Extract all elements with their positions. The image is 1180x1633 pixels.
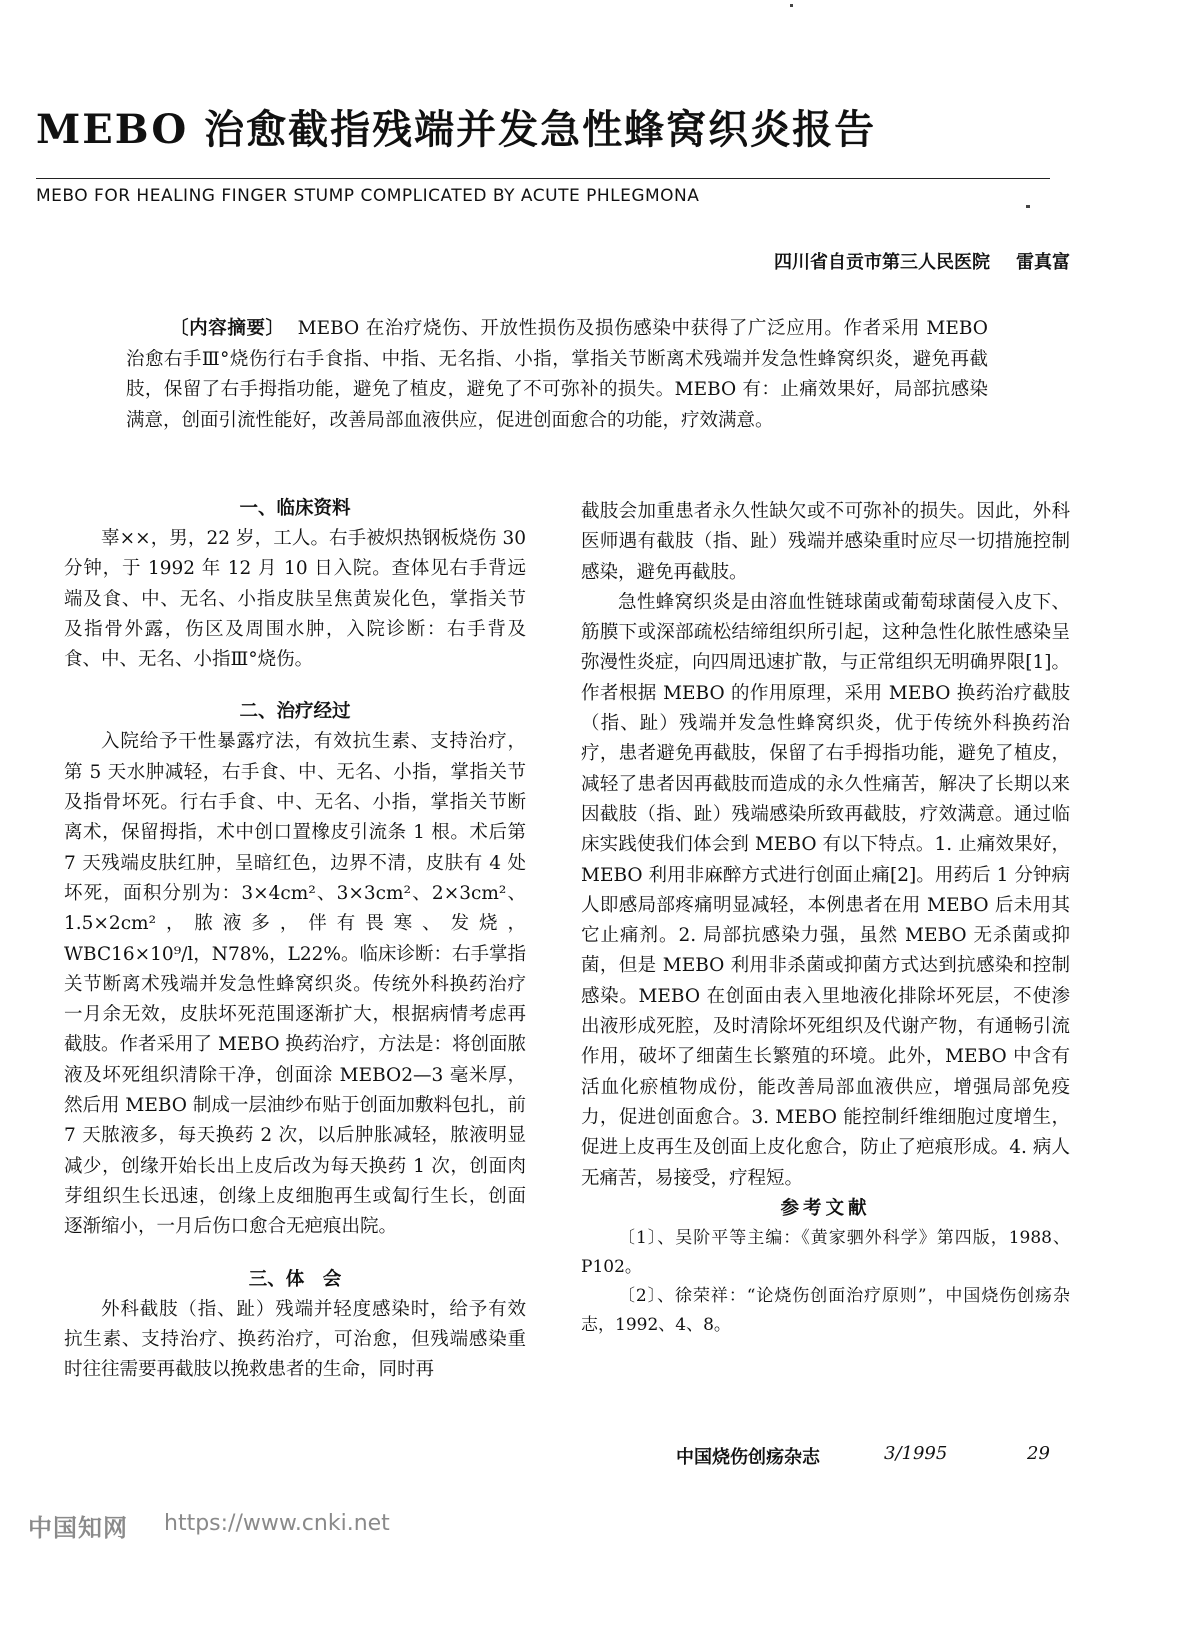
- section-heading-discussion: 三、体 会: [248, 1268, 342, 1290]
- right-column: [581, 497, 1070, 1340]
- section-paragraph: 外科截肢（指、趾）残端并轻度感染时，给予有效抗生素、支持治疗、换药治疗，可治愈，但残端感染重时往往需要再截肢以挽救患者的生命，同时再: [64, 1298, 526, 1381]
- scan-speck: [790, 4, 793, 7]
- paper-title: MEBO 治愈截指残端并发急性蜂窝织炎报告: [36, 106, 877, 153]
- abstract: [126, 314, 988, 436]
- section-paragraph: 截肢会加重患者永久性缺欠或不可弥补的损失。因此，外科医师遇有截肢（指、趾）残端并感染重时应尽一切措施控制感染，避免再截肢。: [581, 501, 1070, 583]
- section-heading-clinical: 一、临床资料: [239, 498, 351, 519]
- watermark-logo: 中国知网: [28, 1514, 128, 1542]
- title-divider: [36, 178, 1050, 179]
- watermark-url[interactable]: https://www.cnki.net: [164, 1511, 390, 1536]
- section-heading-treatment: 二、治疗经过: [239, 701, 351, 723]
- abstract-label: 〔内容摘要〕: [170, 318, 285, 339]
- english-title: MEBO FOR HEALING FINGER STUMP COMPLICATED BY ACUTE PHLEGMONA: [36, 186, 700, 206]
- references-heading: 参考文献: [780, 1197, 871, 1219]
- author-affiliation: 四川省自贡市第三人民医院: [774, 252, 990, 273]
- reference-item: 〔2〕、徐荣祥：“论烧伤创面治疗原则”，中国烧伤创疡杂志，1992、4、8。: [581, 1285, 1070, 1335]
- author-line: [774, 248, 1070, 274]
- section-paragraph: 辜××，男，22 岁，工人。右手被炽热钢板烧伤 30 分钟，于 1992 年 12 月 10 日入院。查体见右手背远端及食、中、无名、小指皮肤呈焦黄炭化色，掌指关节及指骨外露，伤区及周围水肿，入院诊断：右手背及食、中、无名、小指Ⅲ°烧伤。: [64, 528, 526, 671]
- scan-speck: [1026, 205, 1030, 208]
- footer-issue: 3/1995: [884, 1443, 948, 1464]
- footer-journal-name: 中国烧伤创疡杂志: [676, 1447, 820, 1468]
- section-paragraph: 急性蜂窝织炎是由溶血性链球菌或葡萄球菌侵入皮下、筋膜下或深部疏松结缔组织所引起，这种急性化脓性感染呈弥漫性炎症，向四周迅速扩散，与正常组织无明确界限[1]。作者根据 MEBO 的作用原理，采用 MEBO 换药治疗截肢（指、趾）残端并发急性蜂窝织炎，优于传统外科换药治疗，患者避免再截肢，保留了右手拇指功能，避免了植皮，减轻了患者因再截肢而造成的永久性痛苦，解决了长期以来因截肢（指、趾）残端感染所致再截肢，疗效满意。通过临床实践使我们体会到 MEBO 有以下特点。1. 止痛效果好，MEBO 利用非麻醉方式进行创面止痛[2]。用药后 1 分钟病人即感局部疼痛明显减轻，本例患者在用 MEBO 后未用其它止痛剂。2. 局部抗感染力强，虽然 MEBO 无杀菌或抑菌，但是 MEBO 利用非杀菌或抑菌方式达到抗感染和控制感染。MEBO 在创面由表入里地液化排除坏死层，不使渗出液形成死腔，及时清除坏死组织及代谢产物，有通畅引流作用，破坏了细菌生长繁殖的环境。此外，MEBO 中含有活血化瘀植物成份，能改善局部血液供应，增强局部免疫力，促进创面愈合。3. MEBO 能控制纤维细胞过度增生，促进上皮再生及创面上皮化愈合，防止了疤痕形成。4. 病人无痛苦，易接受，疗程短。: [581, 591, 1070, 1189]
- reference-item: 〔1〕、吴阶平等主编：《黄家驷外科学》第四版，1988、P102。: [581, 1227, 1070, 1277]
- author-name: 雷真富: [1016, 252, 1070, 273]
- abstract-text: MEBO 在治疗烧伤、开放性损伤及损伤感染中获得了广泛应用。作者采用 MEBO 治愈右手Ⅲ°烧伤行右手食指、中指、无名指、小指，掌指关节断离术残端并发急性蜂窝织炎，避免再截肢，保留了右手拇指功能，避免了植皮，避免了不可弥补的损失。MEBO 有：止痛效果好，局部抗感染满意，创面引流性能好，改善局部血液供应，促进创面愈合的功能，疗效满意。: [126, 318, 988, 431]
- page-number: 29: [1027, 1443, 1050, 1464]
- left-column: [64, 494, 526, 1385]
- section-paragraph: 入院给予干性暴露疗法，有效抗生素、支持治疗，第 5 天水肿减轻，右手食、中、无名、小指，掌指关节及指骨坏死。行右手食、中、无名、小指，掌指关节断离术，保留拇指，术中创口置橡皮引流条 1 根。术后第 7 天残端皮肤红肿，呈暗红色，边界不清，皮肤有 4 处坏死，面积分别为：3×4cm²、3×3cm²、2×3cm²、1.5×2cm²，脓液多，伴有畏寒、发烧，WBC16×10⁹/l，N78%，L22%。临床诊断：右手掌指关节断离术残端并发急性蜂窝织炎。传统外科换药治疗一月余无效，皮肤坏死范围逐渐扩大，根据病情考虑再截肢。作者采用了 MEBO 换药治疗，方法是：将创面脓液及坏死组织清除干净，创面涂 MEBO2—3 毫米厚，然后用 MEBO 制成一层油纱布贴于创面加敷料包扎，前 7 天脓液多，每天换药 2 次，以后肿胀减轻，脓液明显减少，创缘开始长出上皮后改为每天换药 1 次，创面肉芽组织生长迅速，创缘上皮细胞再生或匐行生长，创面逐渐缩小，一月后伤口愈合无疤痕出院。: [64, 731, 526, 1238]
